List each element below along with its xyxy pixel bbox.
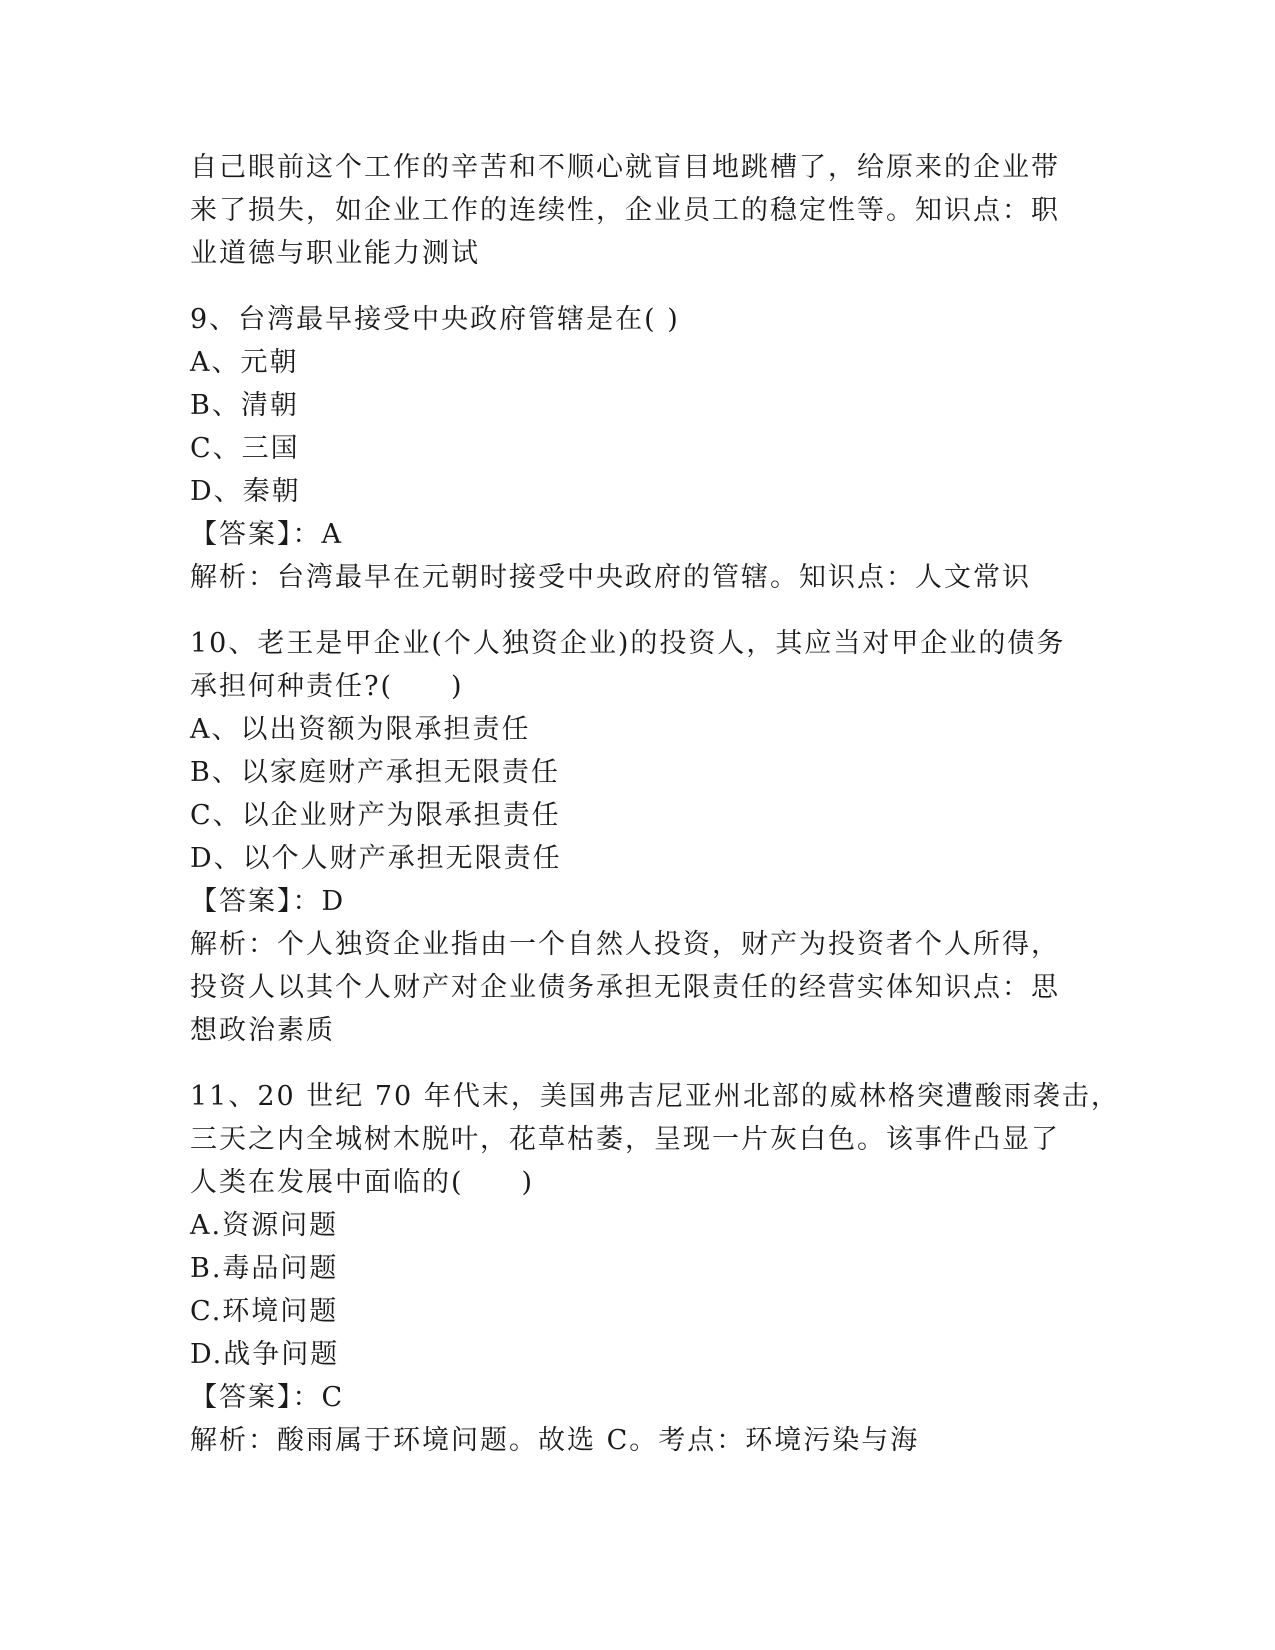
analysis-line: 想政治素质 (190, 1015, 335, 1046)
question-10 (190, 622, 1080, 1052)
question-text: 承担何种责任?( ) (190, 671, 464, 702)
answer-line: 【答案】：D (190, 886, 346, 917)
answer-line: 【答案】：A (190, 519, 343, 550)
answer-line: 【答案】：C (190, 1382, 345, 1413)
option-c: C、三国 (190, 433, 300, 464)
intro-paragraph (190, 146, 1080, 275)
option-a: A.资源问题 (190, 1210, 339, 1241)
question-text: 人类在发展中面临的( ) (190, 1167, 535, 1198)
option-a: A、以出资额为限承担责任 (190, 714, 531, 745)
question-9 (190, 298, 1080, 599)
option-c: C、以企业财产为限承担责任 (190, 800, 561, 831)
question-11 (190, 1075, 1120, 1462)
analysis-line: 解析：个人独资企业指由一个自然人投资，财产为投资者个人所得， (190, 929, 1060, 960)
question-text: 9、台湾最早接受中央政府管辖是在( ) (190, 304, 680, 335)
option-c: C.环境问题 (190, 1296, 339, 1327)
option-b: B、清朝 (190, 390, 299, 421)
document-page (190, 146, 1120, 1462)
option-d: D、秦朝 (190, 476, 301, 507)
option-b: B.毒品问题 (190, 1253, 339, 1284)
option-d: D.战争问题 (190, 1339, 340, 1370)
question-text: 10、老王是甲企业(个人独资企业)的投资人，其应当对甲企业的债务 (190, 628, 1066, 659)
analysis-line: 投资人以其个人财产对企业债务承担无限责任的经营实体知识点：思 (190, 972, 1060, 1003)
text-line: 来了损失，如企业工作的连续性，企业员工的稳定性等。知识点：职 (190, 195, 1060, 226)
option-d: D、以个人财产承担无限责任 (190, 843, 562, 874)
analysis-line: 解析：台湾最早在元朝时接受中央政府的管辖。知识点：人文常识 (190, 562, 1031, 593)
option-b: B、以家庭财产承担无限责任 (190, 757, 560, 788)
text-line: 自己眼前这个工作的辛苦和不顺心就盲目地跳槽了，给原来的企业带 (190, 152, 1060, 183)
option-a: A、元朝 (190, 347, 299, 378)
question-text: 11、20 世纪 70 年代末，美国弗吉尼亚州北部的威林格突遭酸雨袭击， (190, 1081, 1120, 1112)
question-text: 三天之内全城树木脱叶，花草枯萎，呈现一片灰白色。该事件凸显了 (190, 1124, 1060, 1155)
text-line: 业道德与职业能力测试 (190, 238, 480, 269)
analysis-line: 解析：酸雨属于环境问题。故选 C。考点：环境污染与海 (190, 1425, 920, 1456)
